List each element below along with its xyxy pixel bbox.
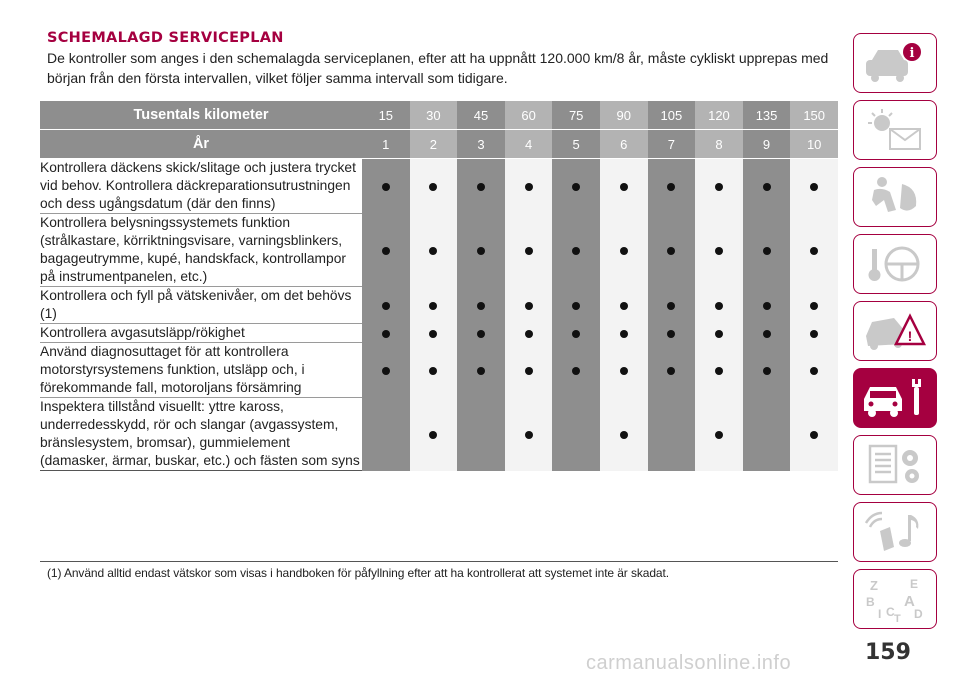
interval-cell xyxy=(743,287,791,324)
year-header-label: År xyxy=(40,130,362,159)
km-value: 30 xyxy=(410,101,458,130)
warning-lights-icon xyxy=(860,105,930,155)
km-value: 15 xyxy=(362,101,410,130)
tab-emergency[interactable] xyxy=(853,301,937,361)
check-mark-dot xyxy=(477,247,485,255)
interval-cell xyxy=(505,214,553,287)
km-value: 75 xyxy=(552,101,600,130)
check-description: Inspektera tillstånd visuellt: yttre kaross, underredesskydd, rör och slangar (avgassystem, bränslesystem, bromsar), gummielement (damasker, ärmar, buskar, etc.) och fästen som syns xyxy=(40,398,362,471)
interval-cell xyxy=(552,343,600,398)
index-letter: A xyxy=(904,593,915,610)
interval-cell xyxy=(457,214,505,287)
year-value: 10 xyxy=(790,130,838,159)
interval-cell xyxy=(695,398,743,471)
technical-data-icon xyxy=(860,440,930,490)
car-maintenance-icon xyxy=(860,373,930,423)
check-mark-dot xyxy=(429,247,437,255)
check-mark-dot xyxy=(715,183,723,191)
interval-cell xyxy=(743,324,791,343)
interval-cell xyxy=(600,287,648,324)
interval-cell xyxy=(457,343,505,398)
km-header-label: Tusentals kilometer xyxy=(40,101,362,130)
check-mark-dot xyxy=(477,367,485,375)
check-mark-dot xyxy=(810,431,818,439)
interval-cell xyxy=(600,343,648,398)
interval-cell xyxy=(743,343,791,398)
interval-cell xyxy=(505,343,553,398)
check-mark-dot xyxy=(715,247,723,255)
check-description: Kontrollera och fyll på vätskenivåer, om det behövs (1) xyxy=(40,287,362,324)
check-mark-dot xyxy=(429,330,437,338)
tab-safety[interactable] xyxy=(853,167,937,227)
check-mark-dot xyxy=(572,183,580,191)
check-mark-dot xyxy=(620,367,628,375)
check-mark-dot xyxy=(382,367,390,375)
interval-cell xyxy=(457,324,505,343)
table-row xyxy=(40,287,838,324)
interval-cell xyxy=(790,343,838,398)
check-mark-dot xyxy=(429,302,437,310)
km-value: 120 xyxy=(695,101,743,130)
interval-cell xyxy=(505,159,553,214)
km-header-row xyxy=(40,101,838,130)
tab-index[interactable] xyxy=(853,569,937,629)
interval-cell xyxy=(648,159,696,214)
interval-cell xyxy=(600,214,648,287)
interval-cell xyxy=(552,324,600,343)
tab-starting-driving[interactable] xyxy=(853,234,937,294)
interval-cell xyxy=(648,324,696,343)
chapter-tabs xyxy=(853,33,937,636)
interval-cell xyxy=(790,287,838,324)
interval-cell xyxy=(362,324,410,343)
check-mark-dot xyxy=(525,183,533,191)
check-mark-dot xyxy=(810,367,818,375)
check-mark-dot xyxy=(429,431,437,439)
interval-cell xyxy=(743,214,791,287)
table-row xyxy=(40,159,838,214)
interval-cell xyxy=(362,159,410,214)
tab-technical-data[interactable] xyxy=(853,435,937,495)
interval-cell xyxy=(410,214,458,287)
check-mark-dot xyxy=(667,247,675,255)
index-letter: I xyxy=(878,607,882,621)
page-number: 159 xyxy=(865,640,911,665)
interval-cell xyxy=(552,398,600,471)
check-description: Kontrollera avgasutsläpp/rökighet xyxy=(40,324,362,343)
year-value: 2 xyxy=(410,130,458,159)
interval-cell xyxy=(552,214,600,287)
tab-warning-lights[interactable] xyxy=(853,100,937,160)
index-letter: D xyxy=(914,607,923,621)
interval-cell xyxy=(790,214,838,287)
index-letter: C xyxy=(886,605,895,619)
km-value: 60 xyxy=(505,101,553,130)
interval-cell xyxy=(552,287,600,324)
interval-cell xyxy=(505,398,553,471)
service-schedule-table xyxy=(40,101,838,471)
interval-cell xyxy=(410,324,458,343)
interval-cell xyxy=(552,159,600,214)
interval-cell xyxy=(790,398,838,471)
check-mark-dot xyxy=(667,302,675,310)
check-mark-dot xyxy=(429,367,437,375)
interval-cell xyxy=(362,214,410,287)
steering-wheel-key-icon xyxy=(860,239,930,289)
interval-cell xyxy=(362,343,410,398)
interval-cell xyxy=(410,159,458,214)
interval-cell xyxy=(410,398,458,471)
check-description: Kontrollera däckens skick/slitage och justera trycket vid behov. Kontrollera däckreparationsutrustningen och dess ugångsdatum (där den finns) xyxy=(40,159,362,214)
tab-car-info[interactable] xyxy=(853,33,937,93)
interval-cell xyxy=(648,214,696,287)
check-mark-dot xyxy=(810,183,818,191)
check-mark-dot xyxy=(667,183,675,191)
check-mark-dot xyxy=(667,330,675,338)
year-value: 3 xyxy=(457,130,505,159)
interval-cell xyxy=(457,159,505,214)
interval-cell xyxy=(410,287,458,324)
index-letter: B xyxy=(866,595,875,609)
check-mark-dot xyxy=(810,330,818,338)
check-mark-dot xyxy=(525,247,533,255)
interval-cell xyxy=(743,159,791,214)
interval-cell xyxy=(600,324,648,343)
footnote: (1) Använd alltid endast vätskor som visas i handboken för påfyllning efter att ha kontrollerat att systemet inte är skadat. xyxy=(47,566,669,580)
check-mark-dot xyxy=(572,302,580,310)
interval-cell xyxy=(600,159,648,214)
index-letters-icon xyxy=(860,574,930,624)
svg-text:i: i xyxy=(909,46,915,61)
interval-cell xyxy=(505,287,553,324)
interval-cell xyxy=(648,287,696,324)
check-mark-dot xyxy=(620,247,628,255)
interval-cell xyxy=(648,398,696,471)
km-value: 135 xyxy=(743,101,791,130)
check-mark-dot xyxy=(763,183,771,191)
interval-cell xyxy=(695,159,743,214)
check-mark-dot xyxy=(477,183,485,191)
check-mark-dot xyxy=(620,183,628,191)
year-value: 7 xyxy=(648,130,696,159)
year-value: 4 xyxy=(505,130,553,159)
check-mark-dot xyxy=(620,302,628,310)
check-mark-dot xyxy=(715,302,723,310)
check-mark-dot xyxy=(715,330,723,338)
interval-cell xyxy=(362,287,410,324)
check-mark-dot xyxy=(477,330,485,338)
check-mark-dot xyxy=(810,302,818,310)
year-value: 6 xyxy=(600,130,648,159)
year-value: 8 xyxy=(695,130,743,159)
interval-cell xyxy=(695,214,743,287)
km-value: 105 xyxy=(648,101,696,130)
check-mark-dot xyxy=(382,183,390,191)
year-value: 9 xyxy=(743,130,791,159)
safety-airbag-icon xyxy=(860,172,930,222)
year-value: 5 xyxy=(552,130,600,159)
interval-cell xyxy=(600,398,648,471)
check-mark-dot xyxy=(763,330,771,338)
section-title: SCHEMALAGD SERVICEPLAN xyxy=(47,30,284,46)
watermark: carmanualsonline.info xyxy=(586,652,792,674)
interval-cell xyxy=(457,287,505,324)
check-mark-dot xyxy=(763,247,771,255)
check-mark-dot xyxy=(667,367,675,375)
interval-cell xyxy=(790,159,838,214)
check-mark-dot xyxy=(382,302,390,310)
table-row xyxy=(40,398,838,471)
interval-cell xyxy=(743,398,791,471)
km-value: 90 xyxy=(600,101,648,130)
check-mark-dot xyxy=(382,330,390,338)
year-value: 1 xyxy=(362,130,410,159)
interval-cell xyxy=(790,324,838,343)
multimedia-icon xyxy=(860,507,930,557)
index-letter: T xyxy=(894,613,901,624)
interval-cell xyxy=(695,324,743,343)
km-value: 45 xyxy=(457,101,505,130)
check-mark-dot xyxy=(382,247,390,255)
check-mark-dot xyxy=(620,431,628,439)
interval-cell xyxy=(410,343,458,398)
interval-cell xyxy=(695,287,743,324)
check-mark-dot xyxy=(525,302,533,310)
intro-paragraph: De kontroller som anges i den schemalagda serviceplanen, efter att ha uppnått 120.000 km/8 år, måste cykliskt upprepas med början från den första intervallen, vilket följer samma intervall som tidigare. xyxy=(47,50,829,86)
footnote-divider xyxy=(40,561,838,562)
emergency-car-icon xyxy=(860,306,930,356)
interval-cell xyxy=(457,398,505,471)
interval-cell xyxy=(695,343,743,398)
check-mark-dot xyxy=(572,247,580,255)
interval-cell xyxy=(648,343,696,398)
check-description: Använd diagnosuttaget för att kontrollera motorstyrsystemens funktion, utsläpp och, i förekommande fall, motoroljans försämring xyxy=(40,343,362,398)
table-row xyxy=(40,343,838,398)
index-letter: Z xyxy=(870,578,878,593)
tab-multimedia[interactable] xyxy=(853,502,937,562)
check-description: Kontrollera belysningssystemets funktion (strålkastare, körriktningsvisare, varningsblinkers, bagageutrymme, kupé, handskfack, kontrollampor på instrumentpanelen, etc.) xyxy=(40,214,362,287)
check-mark-dot xyxy=(715,367,723,375)
check-mark-dot xyxy=(810,247,818,255)
interval-cell xyxy=(505,324,553,343)
check-mark-dot xyxy=(525,330,533,338)
table-row xyxy=(40,214,838,287)
check-mark-dot xyxy=(572,330,580,338)
svg-text:!: ! xyxy=(907,328,913,344)
km-value: 150 xyxy=(790,101,838,130)
interval-cell xyxy=(362,398,410,471)
check-mark-dot xyxy=(763,302,771,310)
year-header-row xyxy=(40,130,838,159)
check-mark-dot xyxy=(763,367,771,375)
tab-maintenance[interactable] xyxy=(853,368,937,428)
check-mark-dot xyxy=(572,367,580,375)
index-letter: E xyxy=(910,577,919,591)
check-mark-dot xyxy=(525,367,533,375)
check-mark-dot xyxy=(620,330,628,338)
car-info-icon xyxy=(860,38,930,88)
check-mark-dot xyxy=(715,431,723,439)
check-mark-dot xyxy=(429,183,437,191)
table-row xyxy=(40,324,838,343)
check-mark-dot xyxy=(477,302,485,310)
check-mark-dot xyxy=(525,431,533,439)
